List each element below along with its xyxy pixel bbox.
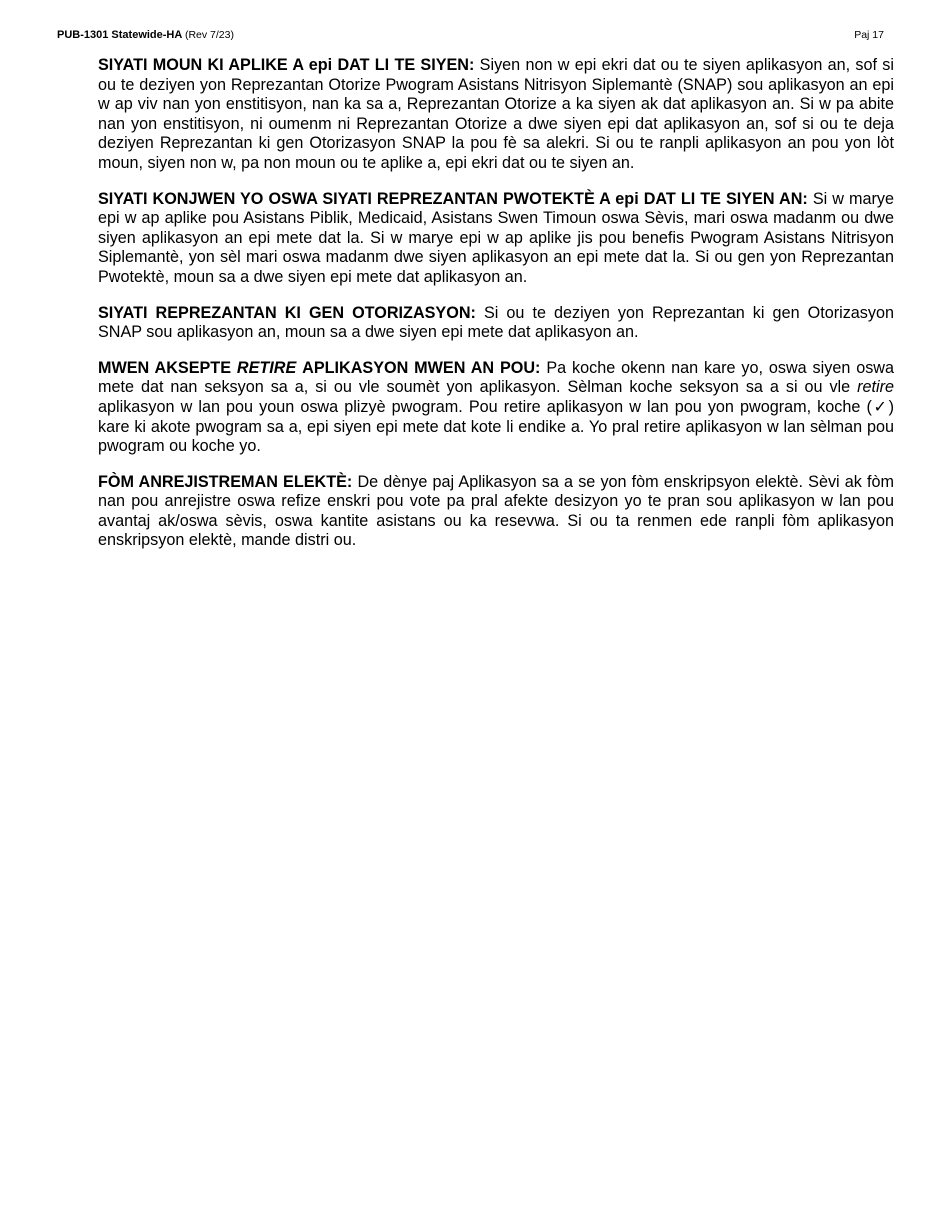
section-voter-registration	[98, 473, 894, 551]
document-body	[98, 56, 894, 567]
form-identifier	[57, 28, 234, 42]
section-spouse-signature	[98, 190, 894, 288]
section-heading-italic: RETIRE	[236, 358, 297, 377]
section-body: Siyen non w epi ekri dat ou te siyen aplikasyon an, sof si ou te deziyen yon Reprezantan Otorize Pwogram Asistans Nitrisyon Siplemantè (SNAP) sou aplikasyon an epi w ap viv nan yon enstitisyon, nan ka sa a, Reprezantan Otorize a ka siyen ak dat aplikasyon an. Si w pa abite nan yon enstitisyon, ni oumenm ni Reprezantan Otorize a dwe siyen epi dat aplikasyon an, sof si ou te deja deziyen Reprezantan ki gen Otorizasyon SNAP la pou fè sa alekri. Si ou te ranpli aplikasyon an pou yon lòt moun, siyen non w, pa non moun ou te aplike a, epi ekri dat ou te siyen an.	[98, 56, 894, 172]
section-body-part1: Pa koche okenn nan kare yo, oswa siyen oswa mete dat nan seksyon sa a, si ou vle soumèt yon aplikasyon. Sèlman koche seksyon sa a si ou vle	[98, 358, 894, 397]
section-applicant-signature	[98, 56, 894, 174]
section-body-part2: aplikasyon w lan pou youn oswa plizyè pwogram. Pou retire aplikasyon w lan pou yon pwogram, koche (✓) kare ki akote pwogram sa a, epi siyen epi mete dat kote li endike a. Yo pral retire aplikasyon w lan sèlman pou pwogram ou koche yo.	[98, 397, 894, 456]
section-body: Si w marye epi w ap aplike pou Asistans Piblik, Medicaid, Asistans Swen Timoun oswa Sèvis, mari oswa madanm ou dwe siyen aplikasyon an epi mete dat la. Si w marye epi w ap aplike jis pou benefis Pwogram Asistans Nitrisyon Siplemantè, yon sèl mari oswa madanm dwe siyen aplikasyon an epi mete dat la. Si ou gen yon Reprezantan Pwotektè, moun sa a dwe siyen epi mete dat aplikasyon an.	[98, 189, 894, 286]
section-heading: SIYATI KONJWEN YO OSWA SIYATI REPREZANTAN PWOTEKTÈ A epi DAT LI TE SIYEN AN:	[98, 189, 808, 208]
form-revision: (Rev 7/23)	[184, 29, 234, 41]
page-number: Paj 17	[854, 29, 884, 41]
section-heading: FÒM ANREJISTREMAN ELEKTÈ:	[98, 472, 353, 491]
section-authorized-rep-signature	[98, 304, 894, 343]
section-body: De dènye paj Aplikasyon sa a se yon fòm enskripsyon elektè. Sèvi ak fòm nan pou anrejistre oswa refize enskri pou vote pa pral afekte desizyon yo te pran sou aplikasyon w lan pou avantaj ak/oswa sèvis, oswa kantite asistans ou ka resevwa. Si ou ta renmen ede ranpli fòm aplikasyon enskripsyon elektè, mande distri ou.	[98, 472, 895, 550]
section-heading-part1: MWEN AKSEPTE	[98, 358, 231, 377]
section-heading: SIYATI MOUN KI APLIKE A epi DAT LI TE SIYEN:	[98, 56, 475, 74]
form-id-text: PUB-1301 Statewide-HA	[57, 29, 182, 41]
section-body-italic: retire	[857, 378, 895, 397]
page-header	[57, 28, 884, 44]
section-withdraw-application	[98, 359, 894, 457]
section-heading: SIYATI REPREZANTAN KI GEN OTORIZASYON:	[98, 303, 476, 322]
section-body: Si ou te deziyen yon Reprezantan ki gen Otorizasyon SNAP sou aplikasyon an, moun sa a dwe siyen epi mete dat aplikasyon an.	[98, 303, 894, 342]
section-heading-part2: APLIKASYON MWEN AN POU:	[302, 358, 541, 377]
